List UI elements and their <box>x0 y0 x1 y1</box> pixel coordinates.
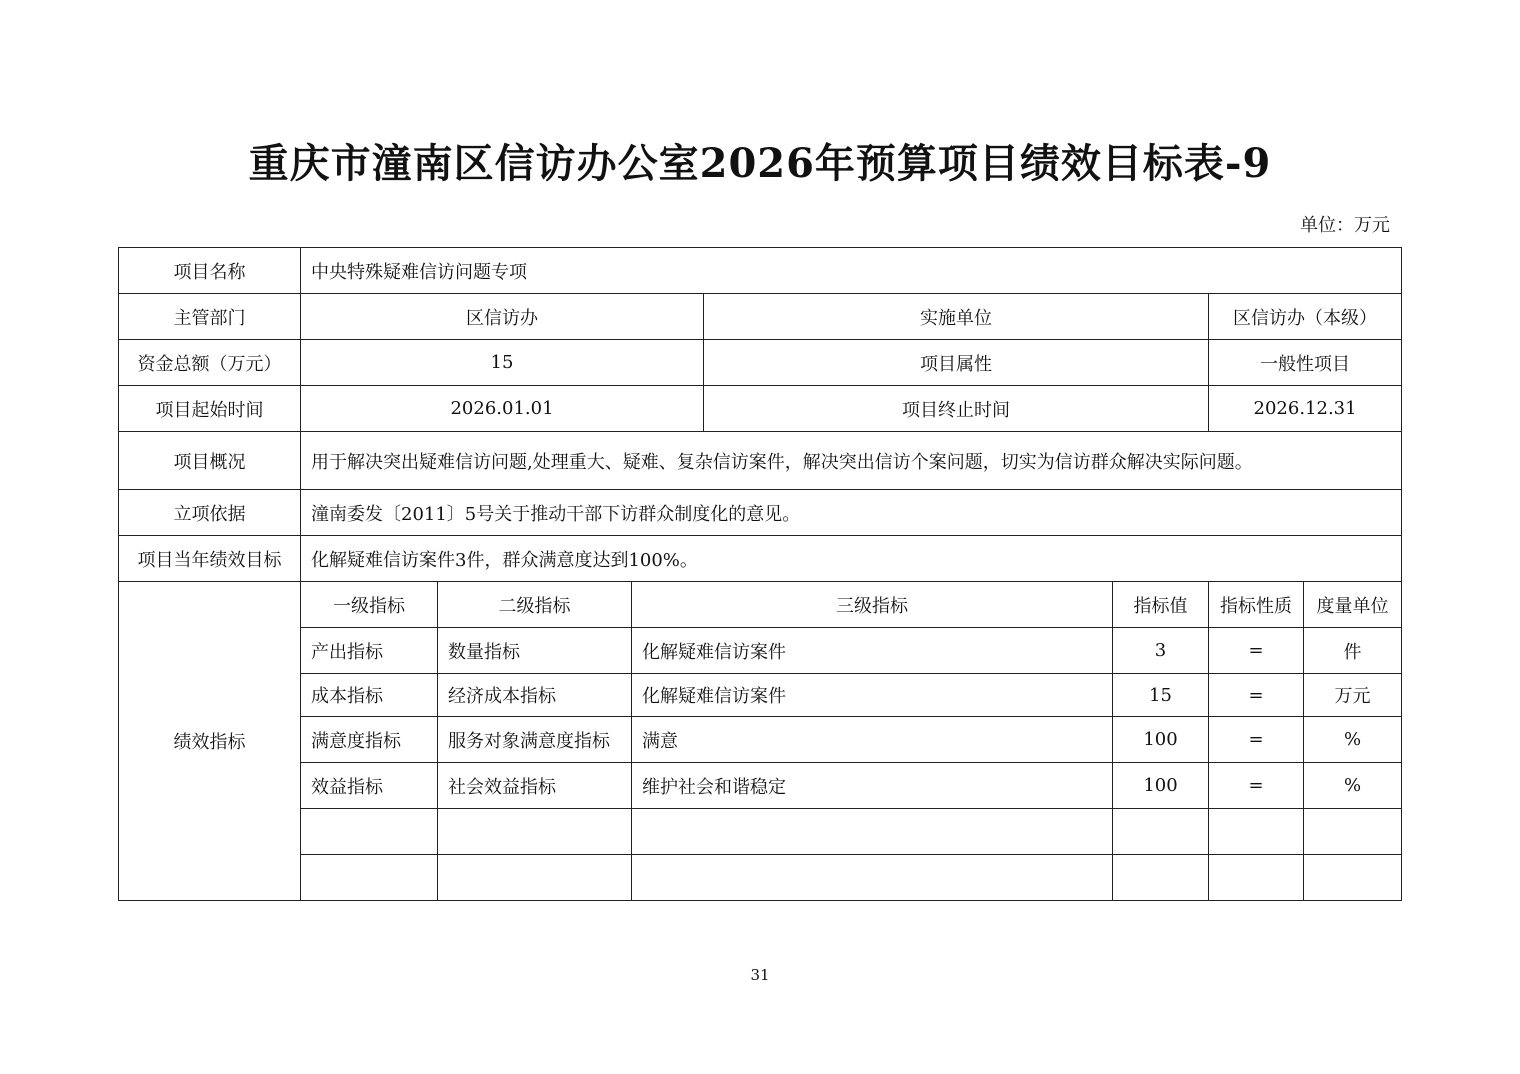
empty-cell <box>1209 809 1304 855</box>
indicator-section-label: 绩效指标 <box>119 582 301 901</box>
level2-cell: 数量指标 <box>438 628 632 674</box>
empty-cell <box>1113 809 1209 855</box>
level3-cell: 维护社会和谐稳定 <box>632 763 1113 809</box>
level1-cell: 效益指标 <box>301 763 438 809</box>
empty-cell <box>632 855 1113 901</box>
impl-value: 区信访办（本级） <box>1209 294 1402 340</box>
empty-cell <box>1304 809 1402 855</box>
level3-cell: 化解疑难信访案件 <box>632 628 1113 674</box>
header-nature: 指标性质 <box>1209 582 1304 628</box>
dept-label: 主管部门 <box>119 294 301 340</box>
level1-cell: 产出指标 <box>301 628 438 674</box>
empty-cell <box>438 809 632 855</box>
start-value: 2026.01.01 <box>301 386 704 432</box>
level3-cell: 化解疑难信访案件 <box>632 674 1113 717</box>
page-number: 31 <box>750 966 770 984</box>
row-project-name <box>119 248 1402 294</box>
table-row <box>119 628 1402 674</box>
nature-cell: = <box>1209 717 1304 763</box>
indicator-header-row <box>119 582 1402 628</box>
end-label: 项目终止时间 <box>704 386 1209 432</box>
empty-row <box>119 809 1402 855</box>
level2-cell: 经济成本指标 <box>438 674 632 717</box>
nature-cell: = <box>1209 763 1304 809</box>
fund-label: 资金总额（万元） <box>119 340 301 386</box>
empty-cell <box>1304 855 1402 901</box>
dept-value: 区信访办 <box>301 294 704 340</box>
level2-cell: 服务对象满意度指标 <box>438 717 632 763</box>
empty-cell <box>1113 855 1209 901</box>
empty-cell <box>438 855 632 901</box>
value-cell: 3 <box>1113 628 1209 674</box>
header-level1: 一级指标 <box>301 582 438 628</box>
fund-value: 15 <box>301 340 704 386</box>
table-row <box>119 674 1402 717</box>
basis-value: 潼南委发〔2011〕5号关于推动干部下访群众制度化的意见。 <box>301 490 1402 536</box>
start-label: 项目起始时间 <box>119 386 301 432</box>
page-title: 重庆市潼南区信访办公室2026年预算项目绩效目标表-9 <box>248 140 1272 187</box>
row-overview <box>119 432 1402 490</box>
performance-table <box>118 247 1402 901</box>
unit-cell: 万元 <box>1304 674 1402 717</box>
empty-cell <box>632 809 1113 855</box>
level1-cell: 满意度指标 <box>301 717 438 763</box>
level2-cell: 社会效益指标 <box>438 763 632 809</box>
attr-label: 项目属性 <box>704 340 1209 386</box>
basis-label: 立项依据 <box>119 490 301 536</box>
unit-label: 单位：万元 <box>1300 215 1390 236</box>
value-cell: 15 <box>1113 674 1209 717</box>
row-dept <box>119 294 1402 340</box>
empty-row <box>119 855 1402 901</box>
unit-cell: % <box>1304 763 1402 809</box>
header-unit: 度量单位 <box>1304 582 1402 628</box>
empty-cell <box>301 855 438 901</box>
value-cell: 100 <box>1113 763 1209 809</box>
header-level2: 二级指标 <box>438 582 632 628</box>
overview-value: 用于解决突出疑难信访问题,处理重大、疑难、复杂信访案件，解决突出信访个案问题，切实为信访群众解决实际问题。 <box>301 432 1402 490</box>
row-time <box>119 386 1402 432</box>
impl-label: 实施单位 <box>704 294 1209 340</box>
project-name-label: 项目名称 <box>119 248 301 294</box>
value-cell: 100 <box>1113 717 1209 763</box>
end-value: 2026.12.31 <box>1209 386 1402 432</box>
table-row <box>119 763 1402 809</box>
header-level3: 三级指标 <box>632 582 1113 628</box>
unit-cell: % <box>1304 717 1402 763</box>
unit-cell: 件 <box>1304 628 1402 674</box>
level1-cell: 成本指标 <box>301 674 438 717</box>
header-value: 指标值 <box>1113 582 1209 628</box>
goal-label: 项目当年绩效目标 <box>119 536 301 582</box>
row-basis <box>119 490 1402 536</box>
empty-cell <box>1209 855 1304 901</box>
nature-cell: = <box>1209 628 1304 674</box>
goal-value: 化解疑难信访案件3件，群众满意度达到100%。 <box>301 536 1402 582</box>
overview-label: 项目概况 <box>119 432 301 490</box>
nature-cell: = <box>1209 674 1304 717</box>
row-fund <box>119 340 1402 386</box>
row-goal <box>119 536 1402 582</box>
table-row <box>119 717 1402 763</box>
level3-cell: 满意 <box>632 717 1113 763</box>
empty-cell <box>301 809 438 855</box>
attr-value: 一般性项目 <box>1209 340 1402 386</box>
project-name-value: 中央特殊疑难信访问题专项 <box>301 248 1402 294</box>
